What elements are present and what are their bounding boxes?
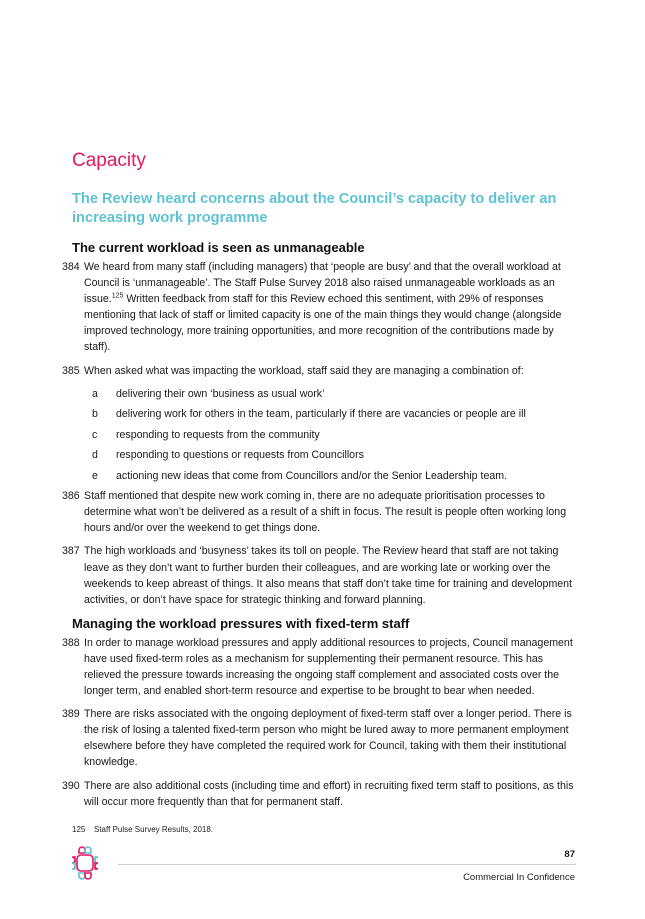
paragraph-number: 387	[62, 545, 80, 558]
list-letter: e	[92, 469, 98, 482]
paragraph-text-part: Written feedback from staff for this Review echoed this sentiment, with 29% of responses mentioning that lack of staff or limited capacity is one of the main things they would change (alongside improved technology, more training opportunities, and more recognition of the contributions made by staff).	[84, 293, 562, 354]
list-item	[92, 427, 582, 443]
list-text: delivering their own ‘business as usual work’	[116, 387, 325, 400]
paragraph-number: 388	[62, 636, 80, 649]
footnote-number: 125	[72, 825, 86, 834]
list-text: responding to questions or requests from Councillors	[116, 449, 364, 462]
document-body	[62, 240, 582, 817]
list-letter: a	[92, 387, 98, 400]
paragraph-388	[62, 635, 582, 699]
paragraph-text: Staff mentioned that despite new work coming in, there are no adequate prioritisation processes to determine what won’t be delivered as a result of a shift in focus. The result is people often working long hours and/or over the weekend to get things done.	[84, 490, 567, 535]
section-subtitle: The Review heard concerns about the Council’s capacity to deliver an increasing work programme	[72, 191, 557, 226]
council-logo-icon	[68, 846, 102, 880]
page-number: 87	[564, 849, 575, 860]
confidentiality-label: Commercial In Confidence	[463, 872, 575, 883]
paragraph-number: 386	[62, 490, 80, 503]
list-text: actioning new ideas that come from Councillors and/or the Senior Leadership team.	[116, 469, 508, 482]
paragraph-text: There are also additional costs (including time and effort) in recruiting fixed term staff to positions, as this will occur more frequently than that for permanent staff.	[84, 779, 574, 808]
paragraph-384	[62, 259, 582, 356]
paragraph-text-part: We heard from many staff (including managers) that ‘people are busy’ and that the overall workload at Council is ‘unmanageable’. The Staff Pulse Survey 2018 also raised unmanageable workloads as an issue.	[84, 261, 561, 306]
list-text: delivering work for others in the team, particularly if there are vacancies or people are ill	[116, 408, 526, 421]
paragraph-385	[62, 363, 582, 379]
list-text: responding to requests from the community	[116, 428, 320, 441]
paragraph-number: 384	[62, 261, 80, 273]
paragraph-number: 390	[62, 779, 80, 792]
list-item	[92, 406, 582, 422]
paragraph-text: There are risks associated with the ongoing deployment of fixed-term staff over a longer period. There is the risk of losing a talented fixed-term person who might be lured away to more permanent employment elsewhere before they have completed the required work for Council, taking with them their institutional knowledge.	[84, 708, 572, 769]
paragraph-389	[62, 706, 582, 770]
paragraph-386	[62, 488, 582, 536]
paragraph-390	[62, 778, 582, 810]
list-item	[92, 468, 582, 484]
list-letter: d	[92, 449, 98, 462]
list-letter: b	[92, 408, 98, 421]
paragraph-number: 389	[62, 708, 80, 721]
footer-divider	[118, 864, 576, 865]
section-heading: Managing the workload pressures with fixed-term staff	[72, 615, 410, 631]
footnote-ref: 125	[111, 292, 124, 300]
list-item	[92, 447, 582, 463]
section-heading: The current workload is seen as unmanageable	[72, 240, 365, 255]
page-title: Capacity	[72, 150, 146, 171]
paragraph-text: In order to manage workload pressures and apply additional resources to projects, Council management have used fixed-term roles as a mechanism for supplementing their permanent resource. This has relieved the pressure towards increasing the ongoing staff complement and associated costs over the longer term, and enabled short-term resource and expertise to be brought to bear when needed.	[84, 636, 573, 698]
footnote-text: Staff Pulse Survey Results, 2018.	[94, 825, 214, 834]
paragraph-number: 385	[62, 364, 80, 377]
paragraph-387	[62, 543, 582, 607]
paragraph-text	[84, 259, 582, 356]
footnote	[72, 825, 213, 834]
paragraph-text: When asked what was impacting the workload, staff said they are managing a combination of:	[84, 364, 524, 377]
list-item	[92, 386, 582, 402]
paragraph-text: The high workloads and ‘busyness’ takes its toll on people. The Review heard that staff are not taking leave as they don’t want to further burden their colleagues, and are working late or working over the weekends to keep abreast of things. It also means that staff don’t take time for training and development activities, or don’t have space for strategic thinking and forward planning.	[84, 545, 572, 606]
list-letter: c	[92, 428, 98, 441]
